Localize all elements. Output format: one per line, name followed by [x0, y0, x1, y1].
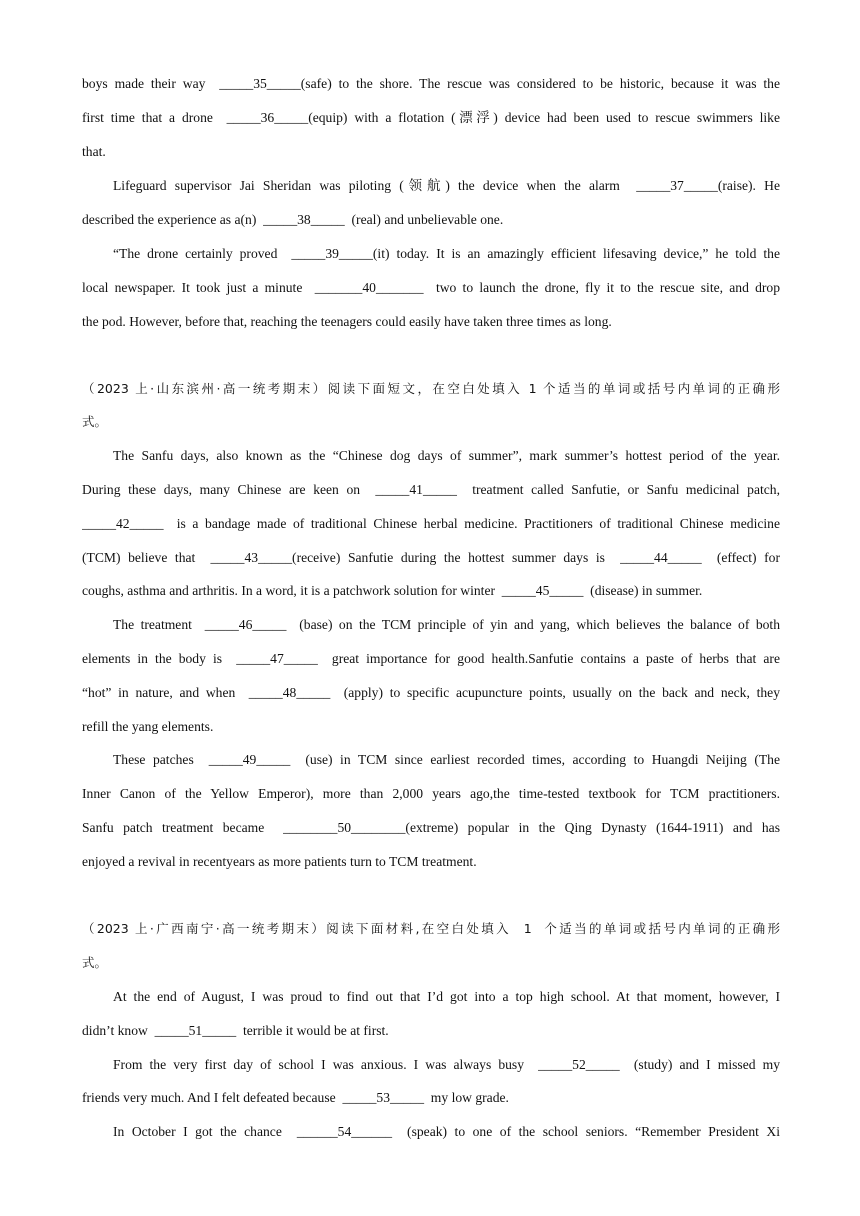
text-line: Inner Canon of the Yellow Emperor), more than 2,000 years ago,the time-tested textbook for TCM practitioners.: [82, 786, 780, 801]
text-line: During these days, many Chinese are keen on _____41_____ treatment called Sanfutie, or Sanfu medicinal patch,: [82, 482, 780, 497]
section-instruction-line: 式。: [82, 414, 108, 429]
text-line: boys made their way _____35_____(safe) to the shore. The rescue was considered to be historic, because it was the: [82, 76, 780, 91]
text-line: In October I got the chance ______54______ (speak) to one of the school seniors. “Remember President Xi: [113, 1124, 780, 1139]
text-line: _____42_____ is a bandage made of traditional Chinese herbal medicine. Practitioners of traditional Chinese medicine: [82, 516, 780, 531]
text-line: friends very much. And I felt defeated because _____53_____ my low grade.: [82, 1090, 509, 1105]
section-instruction-line: （2023 上·山东滨州·高一统考期末）阅读下面短文，在空白处填入 1 个适当的单词或括号内单词的正确形: [82, 381, 780, 396]
text-line: enjoyed a revival in recentyears as more patients turn to TCM treatment.: [82, 854, 477, 869]
text-line: that.: [82, 144, 106, 159]
text-line: These patches _____49_____ (use) in TCM since earliest recorded times, according to Huangdi Neijing (The: [113, 752, 780, 767]
text-line: the pod. However, before that, reaching the teenagers could easily have taken three times as long.: [82, 314, 612, 329]
text-line: (TCM) believe that _____43_____(receive) Sanfutie during the hottest summer days is _____44_____ (effect) for: [82, 550, 780, 565]
text-line: coughs, asthma and arthritis. In a word, it is a patchwork solution for winter _____45_____ (disease) in summer.: [82, 583, 703, 598]
text-line: described the experience as a(n) _____38_____ (real) and unbelievable one.: [82, 212, 504, 227]
text-line: Lifeguard supervisor Jai Sheridan was piloting (领航) the device when the alarm _____37_____(raise). He: [113, 178, 780, 193]
text-line: didn’t know _____51_____ terrible it would be at first.: [82, 1023, 389, 1038]
text-line: elements in the body is _____47_____ great importance for good health.Sanfutie contains a paste of herbs that are: [82, 651, 780, 666]
text-line: Sanfu patch treatment became ________50________(extreme) popular in the Qing Dynasty (1644-1911) and has: [82, 820, 780, 835]
text-line: At the end of August, I was proud to find out that I’d got into a top high school. At that moment, however, I: [113, 989, 780, 1004]
text-line: The treatment _____46_____ (base) on the TCM principle of yin and yang, which believes the balance of both: [113, 617, 780, 632]
section-instruction-line: （2023 上·广西南宁·高一统考期末）阅读下面材料,在空白处填入 1 个适当的单词或括号内单词的正确形: [82, 921, 780, 936]
text-line: “hot” in nature, and when _____48_____ (apply) to specific acupuncture points, usually on the back and neck, they: [82, 685, 780, 700]
text-line: The Sanfu days, also known as the “Chinese dog days of summer”, mark summer’s hottest period of the year.: [113, 448, 780, 463]
text-line: refill the yang elements.: [82, 719, 214, 734]
text-line: “The drone certainly proved _____39_____(it) today. It is an amazingly efficient lifesaving device,” he told the: [113, 246, 780, 261]
text-line: From the very first day of school I was anxious. I was always busy _____52_____ (study) and I missed my: [113, 1057, 780, 1072]
section-instruction-line: 式。: [82, 955, 108, 970]
text-line: first time that a drone _____36_____(equip) with a flotation (漂浮) device had been used to rescue swimmers like: [82, 110, 780, 125]
text-line: local newspaper. It took just a minute _______40_______ two to launch the drone, fly it to the rescue site, and drop: [82, 280, 780, 295]
